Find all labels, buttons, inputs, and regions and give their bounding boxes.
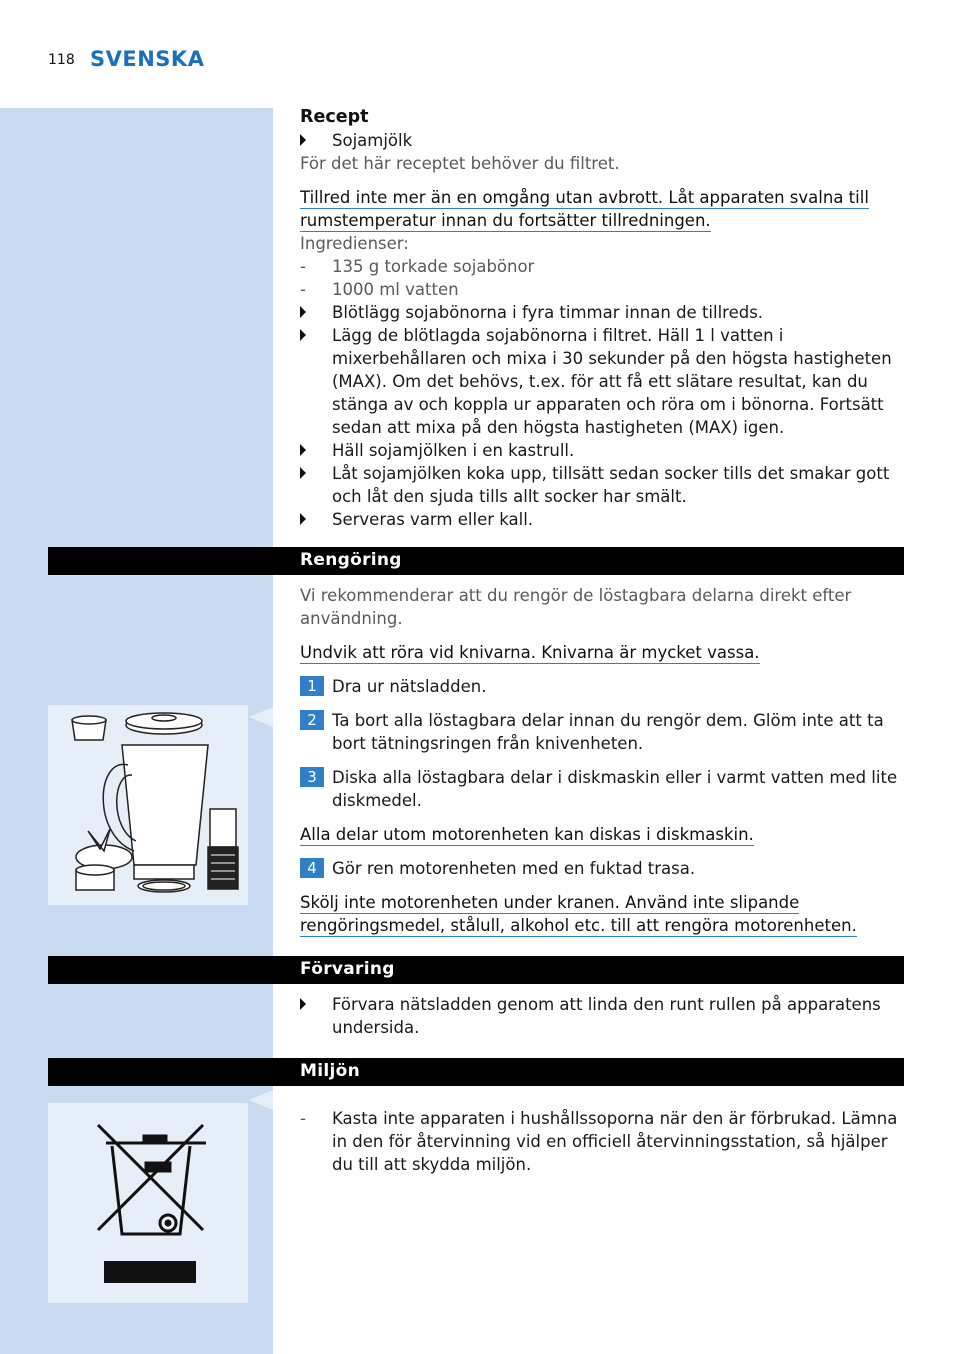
- triangle-bullet-icon: [300, 998, 306, 1010]
- numbered-step: 1 Dra ur nätsladden.: [300, 675, 900, 698]
- triangle-bullet-icon: [300, 329, 306, 341]
- section-heading: Förvaring: [300, 959, 395, 979]
- illustration-pointer: [249, 1090, 273, 1110]
- recipe-title: Recept: [300, 107, 369, 127]
- cleaning-caution: Undvik att röra vid knivarna. Knivarna är mycket vassa.: [300, 643, 760, 662]
- language-heading: SVENSKA: [90, 47, 205, 71]
- list-item: Förvara nätsladden genom att linda den runt rullen på apparatens undersida.: [300, 993, 900, 1039]
- list-item: Sojamjölk: [300, 129, 900, 152]
- cleaning-intro: Vi rekommenderar att du rengör de löstagbara delarna direkt efter användning.: [300, 586, 852, 628]
- triangle-bullet-icon: [300, 513, 306, 525]
- list-item: Serveras varm eller kall.: [300, 508, 900, 531]
- recycling-illustration: [48, 1103, 248, 1303]
- filter-note: För det här receptet behöver du filtret.: [300, 154, 620, 173]
- blender-parts-icon: [48, 705, 248, 905]
- motor-caution: Skölj inte motorenheten under kranen. Använd inte slipande rengöringsmedel, stålull, alkohol etc. till att rengöra motorenheten.: [300, 893, 857, 935]
- triangle-bullet-icon: [300, 134, 306, 146]
- illustration-pointer: [249, 707, 273, 727]
- triangle-bullet-icon: [300, 467, 306, 479]
- dishwasher-note: Alla delar utom motorenheten kan diskas i diskmaskin.: [300, 825, 754, 844]
- section-heading: Rengöring: [300, 550, 402, 570]
- list-item: Blötlägg sojabönorna i fyra timmar innan de tillreds.: [300, 301, 900, 324]
- triangle-bullet-icon: [300, 444, 306, 456]
- numbered-step: 2 Ta bort alla löstagbara delar innan du rengör dem. Glöm inte att ta bort tätningsringen från knivenheten.: [300, 709, 900, 755]
- blender-parts-illustration: [48, 705, 248, 905]
- section-bar-storage: [48, 956, 904, 984]
- list-item: - 1000 ml vatten: [300, 280, 459, 299]
- section-heading: Miljön: [300, 1061, 360, 1081]
- list-item: Lägg de blötlagda sojabönorna i filtret. Häll 1 l vatten i mixerbehållaren och mixa i 30 sekunder på den högsta hastigheten (MAX). Om det behövs, t.ex. för att få ett slätare resultat, kan du stänga av och koppla ur apparaten och röra om i bönorna. Fortsätt sedan att mixa på den högsta hastigheten (MAX) igen.: [300, 324, 900, 439]
- list-item: Låt sojamjölken koka upp, tillsätt sedan socker tills det smakar gott och låt den sjuda tills allt socker har smält.: [300, 462, 900, 508]
- environment-section: [300, 1107, 900, 1176]
- numbered-step: 4 Gör ren motorenheten med en fuktad trasa.: [300, 857, 900, 880]
- storage-section: [300, 993, 900, 1039]
- numbered-step: 3 Diska alla löstagbara delar i diskmaskin eller i varmt vatten med lite diskmedel.: [300, 766, 900, 812]
- section-bar-environment: [48, 1058, 904, 1086]
- list-item: - Kasta inte apparaten i hushållssoporna när den är förbrukad. Lämna in den för återvinning vid en officiell återvinningsstation, så hjälper du till att skydda miljön.: [300, 1109, 898, 1174]
- list-item: - 135 g torkade sojabönor: [300, 257, 535, 276]
- recipe-warning: Tillred inte mer än en omgång utan avbrott. Låt apparaten svalna till rumstemperatur innan du fortsätter tillredningen.: [300, 188, 869, 230]
- recipe-section: [300, 106, 900, 531]
- page-number: 118: [48, 52, 75, 68]
- crossed-out-wheelie-bin-icon: [48, 1103, 248, 1303]
- list-item: Häll sojamjölken i en kastrull.: [300, 439, 900, 462]
- cleaning-section: [300, 584, 900, 937]
- section-bar-cleaning: [48, 547, 904, 575]
- ingredients-label: Ingredienser:: [300, 234, 409, 253]
- triangle-bullet-icon: [300, 306, 306, 318]
